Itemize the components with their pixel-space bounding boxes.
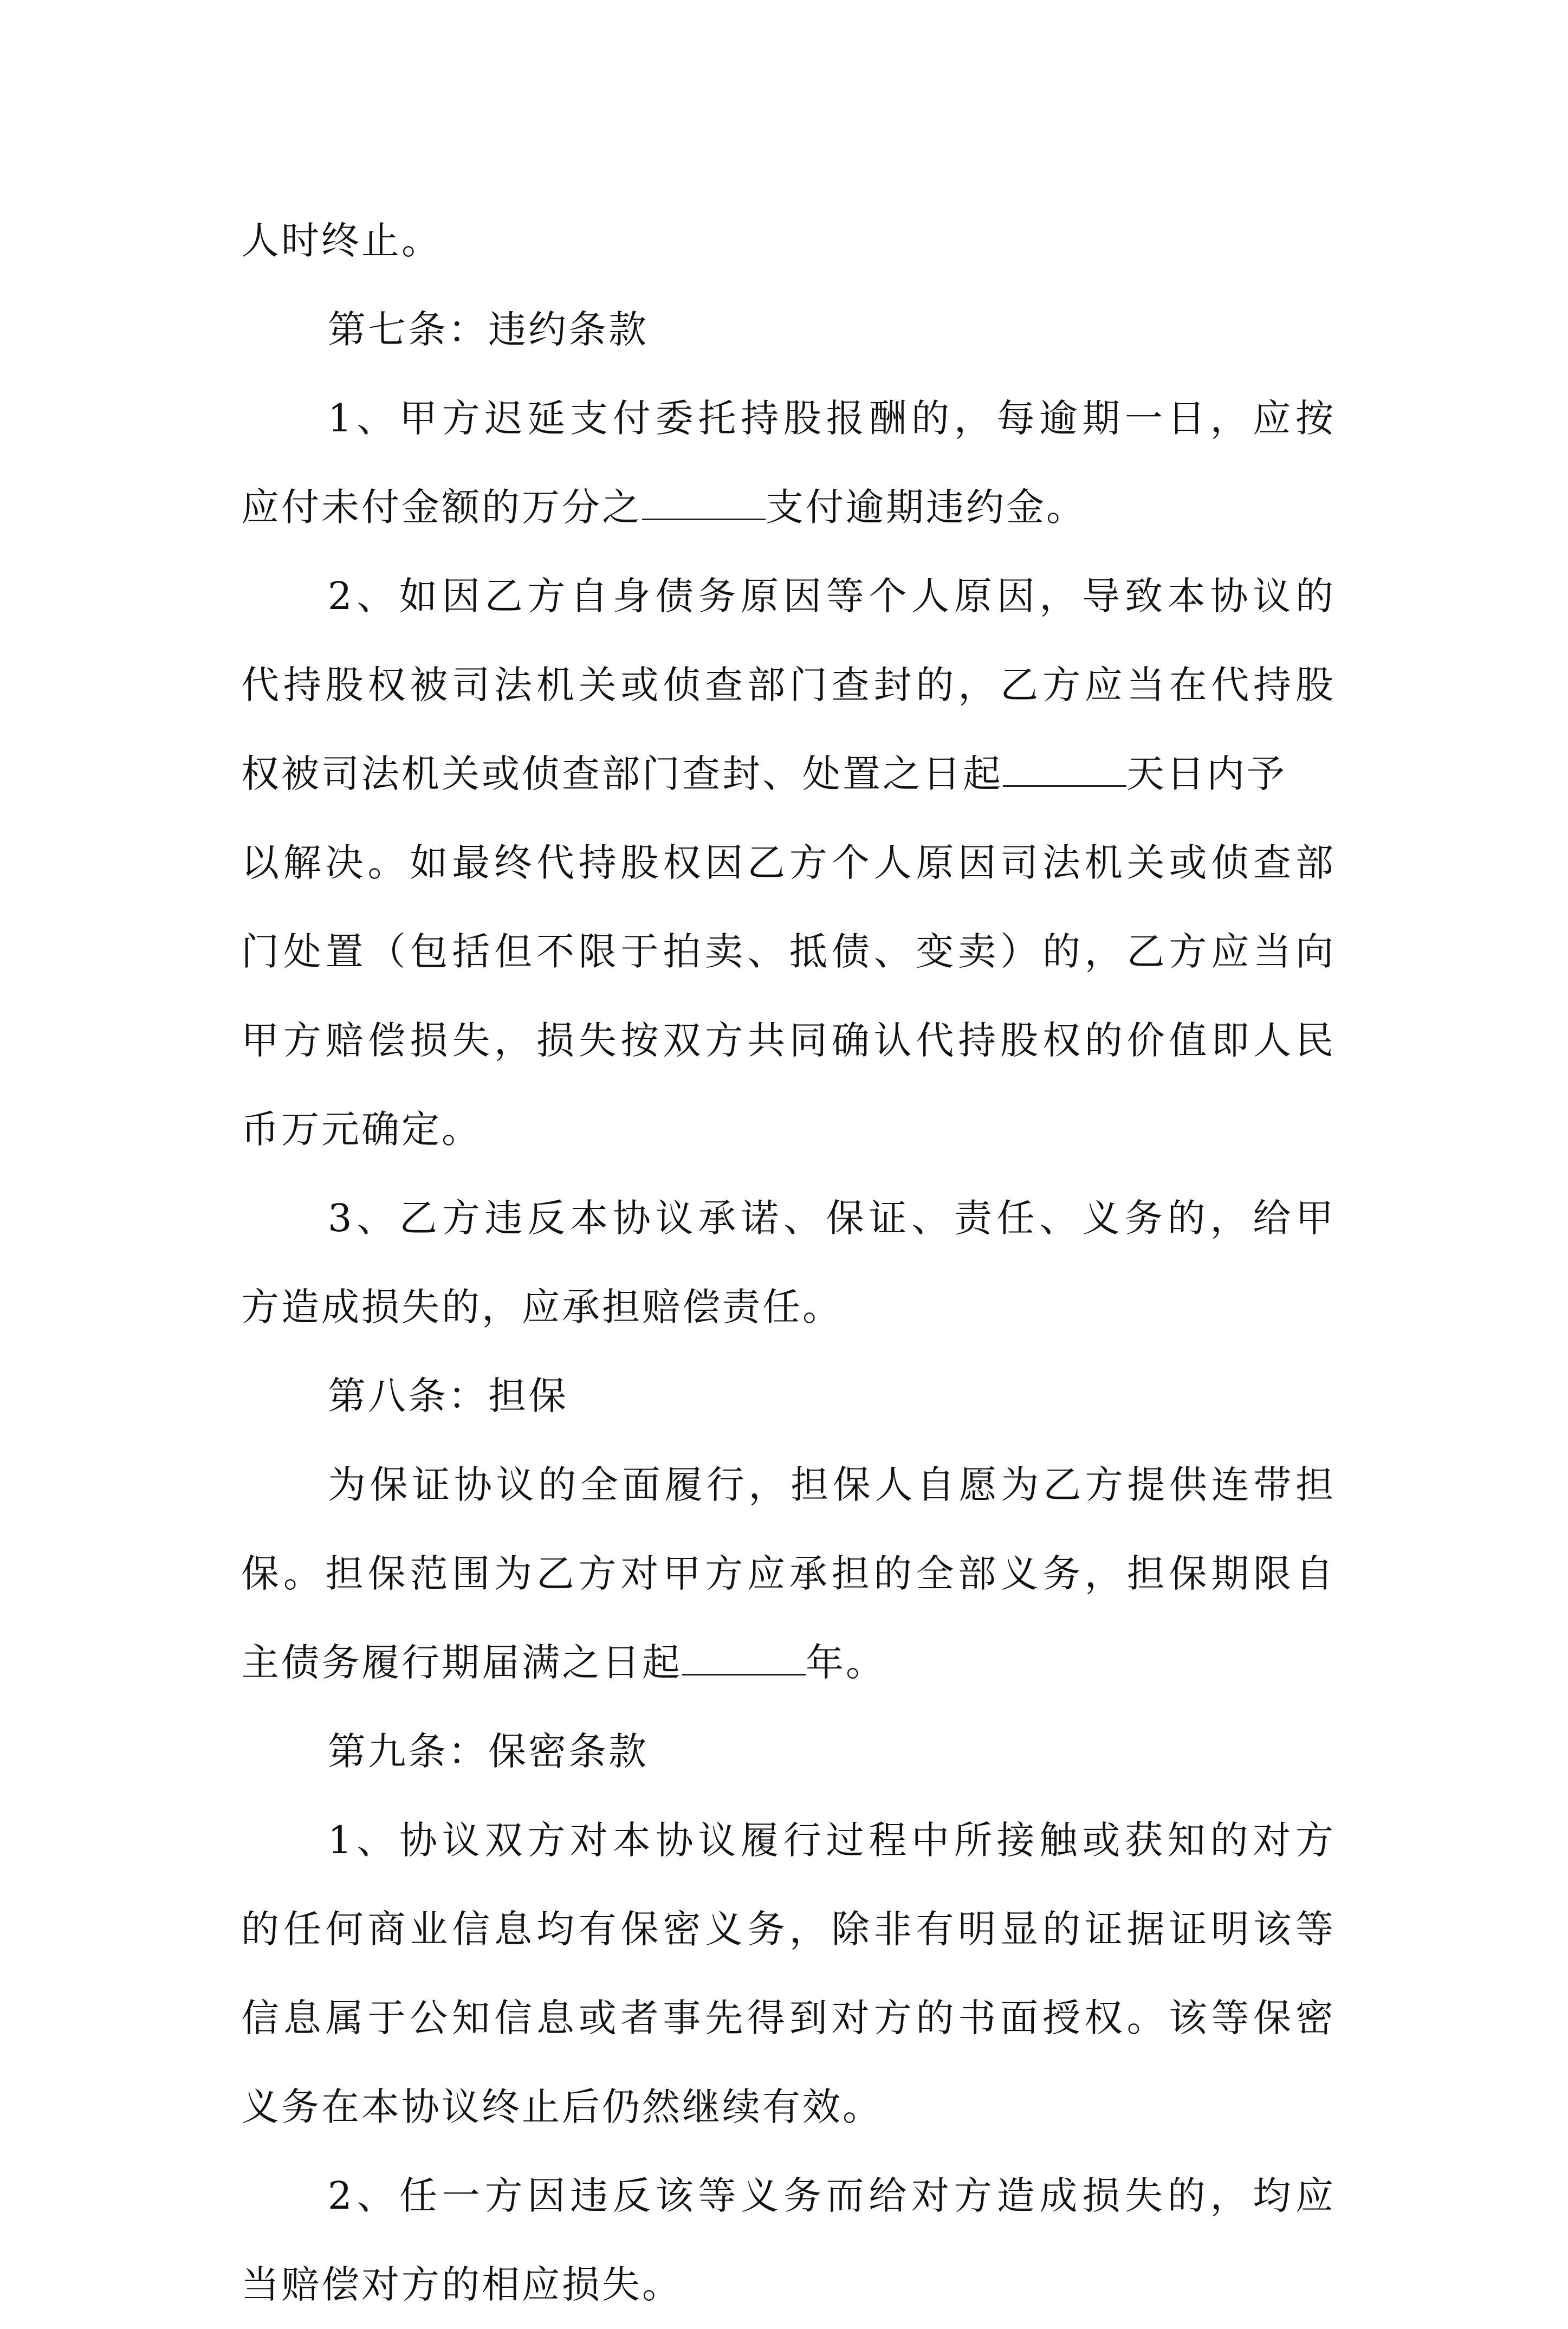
text-line: 方造成损失的，应承担赔偿责任。	[241, 1285, 843, 1329]
text-segment: 年。	[806, 1640, 886, 1685]
text-line: 以解决。如最终代持股权因乙方个人原因司法机关或侦查部	[241, 840, 1336, 885]
text-line: 1、协议双方对本协议履行过程中所接触或获知的对方	[328, 1818, 1336, 1862]
text-line: 门处置（包括但不限于拍卖、抵债、变卖）的，乙方应当向	[241, 929, 1336, 974]
text-line: 信息属于公知信息或者事先得到对方的书面授权。该等保密	[241, 1996, 1336, 2040]
fill-in-blank	[642, 486, 766, 520]
fill-in-blank	[1003, 753, 1126, 787]
text-line: 2、任一方因违反该等义务而给对方造成损失的，均应	[328, 2173, 1336, 2218]
text-line-with-blank	[241, 1618, 1336, 1707]
text-line: 人时终止。	[241, 218, 442, 263]
text-line: 甲方赔偿损失，损失按双方共同确认代持股权的价值即人民	[241, 1018, 1336, 1063]
section-heading-article-7: 第七条：违约条款	[328, 307, 649, 352]
text-line: 当赔偿对方的相应损失。	[241, 2262, 682, 2307]
document-body	[241, 196, 1336, 2329]
text-line-with-blank	[241, 729, 1336, 818]
text-segment: 主债务履行期届满之日起	[241, 1640, 682, 1685]
text-line: 为保证协议的全面履行，担保人自愿为乙方提供连带担	[328, 1463, 1336, 1507]
text-line: 2、如因乙方自身债务原因等个人原因，导致本协议的	[328, 574, 1336, 618]
text-segment: 天日内予	[1126, 752, 1287, 796]
section-heading-article-8: 第八条：担保	[328, 1374, 568, 1418]
text-line: 的任何商业信息均有保密义务，除非有明显的证据证明该等	[241, 1907, 1336, 1951]
text-line: 1、甲方迟延支付委托持股报酬的，每逾期一日，应按	[328, 396, 1336, 441]
text-line: 币万元确定。	[241, 1107, 482, 1151]
text-line: 代持股权被司法机关或侦查部门查封的，乙方应当在代持股	[241, 663, 1336, 707]
section-heading-article-9: 第九条：保密条款	[328, 1729, 649, 1774]
fill-in-blank	[682, 1641, 806, 1675]
text-segment: 应付未付金额的万分之	[241, 485, 642, 529]
text-segment: 支付逾期违约金。	[766, 485, 1086, 529]
text-line: 保。担保范围为乙方对甲方应承担的全部义务，担保期限自	[241, 1551, 1336, 1596]
text-line: 3、乙方违反本协议承诺、保证、责任、义务的，给甲	[328, 1196, 1336, 1240]
text-segment: 权被司法机关或侦查部门查封、处置之日起	[241, 752, 1003, 796]
text-line: 义务在本协议终止后仍然继续有效。	[241, 2085, 883, 2129]
text-line-with-blank	[241, 463, 1336, 552]
